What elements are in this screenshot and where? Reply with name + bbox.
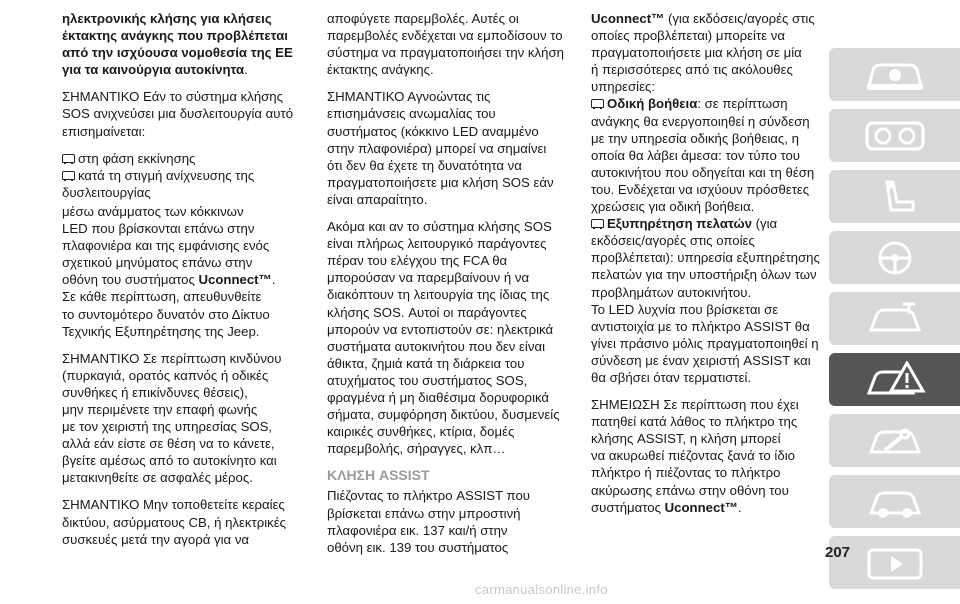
chapter-tabs (829, 48, 960, 597)
text-column-1 (62, 10, 302, 558)
paragraph: Το LED λυχνία που βρίσκεται σε αντιστοιχία με το πλήκτρο ASSIST θα γίνει πράσινο μόλις πραγματοποιηθεί η σύνδεση με έναν χειριστή ASSIST και θα σβήσει όταν τερματιστεί. (591, 301, 819, 385)
tab-specifications[interactable] (829, 475, 960, 528)
paragraph: Σε κάθε περίπτωση, απευθυνθείτε το συντομότερο δυνατόν στο Δίκτυο Τεχνικής Εξυπηρέτησης της Jeep. (62, 289, 270, 339)
car-bullet-icon (591, 99, 604, 108)
bullet-customer-care: Εξυπηρέτηση πελατών (για εκδόσεις/αγορές στις οποίες προβλέπεται): υπηρεσία εξυπηρέτησης πελατών για την υποστήριξη όλων των προβλημάτων αυτοκινήτου. (591, 216, 820, 300)
specifications-icon (863, 483, 927, 521)
car-bullet-icon (591, 219, 604, 228)
car-info-icon (863, 56, 927, 94)
paragraph: ΣΗΜΑΝΤΙΚΟ Μην τοποθετείτε κεραίες δικτύου, ασύρματους CB, ή ηλεκτρικές συσκευές μετά την αγορά για να (62, 497, 286, 547)
tab-maintenance[interactable] (829, 414, 960, 467)
paragraph: αποφύγετε παρεμβολές. Αυτές οι παρεμβολές ενδέχεται να εμποδίσουν το σύστημα να πραγματοποιήσει την κλήση έκτακτης ανάγκης. (327, 11, 564, 78)
paragraph: ΣΗΜΑΝΤΙΚΟ Αγνοώντας τις επισημάνσεις ανωμαλίας του συστήματος (κόκκινο LED αναμμένο στην πλαφονιέρα) μπορεί να σημαίνει ότι δεν θα έχετε τη δυνατότητα να πραγματοποιήσετε μια κλήση SOS εάν είναι απαραίτητο. (327, 89, 554, 207)
paragraph: μέσω ανάμματος των κόκκινων LED που βρίσκονται επάνω στην πλαφονιέρα και της εμφάνισης ενός σχετικού μηνύματος επάνω στην οθόνη του συστήματος Uconnect™. (62, 203, 276, 288)
driving-icon (863, 300, 927, 338)
paragraph: ΣΗΜΑΝΤΙΚΟ Εάν το σύστημα κλήσης SOS ανιχνεύσει μια δυσλειτουργία αυτό επισημαίνεται: (62, 89, 294, 139)
tab-driving[interactable] (829, 292, 960, 345)
text-column-3 (591, 10, 831, 526)
tab-steering[interactable] (829, 231, 960, 284)
tab-car-info[interactable] (829, 48, 960, 101)
bullet-item: στη φάση εκκίνησης (62, 150, 302, 167)
paragraph: ΣΗΜΕΙΩΣΗ Σε περίπτωση που έχει πατηθεί κατά λάθος το πλήκτρο της κλήσης ASSIST, η κλήση μπορεί να ακυρωθεί πιέζοντας ξανά το ίδιο πλήκτρο ή πιέζοντας το πλήκτρο ακύρωσης επάνω στην οθόνη του συστήματος Uconnect™. (591, 397, 799, 515)
paragraph: Ακόμα και αν το σύστημα κλήσης SOS είναι πλήρως λειτουργικό παράγοντες πέραν του ελέγχου της FCA θα μπορούσαν να παρεμβαίνουν ή να διακόπτουν τη λειτουργία της ίδιας της κλήσης SOS. Αυτοί οι παράγοντες μπορούν να εντοπιστούν σε: ηλεκτρικά συστήματα αυτοκινήτου που δεν είναι άθικτα, ζημιά κατά τη διάρκεια του ατυχήματος του συστήματος SOS, φραγμένα ή μη διαθέσιμα δορυφορικά σήματα, συμφόρηση δικτύου, δυσμενείς καιρικές συνθήκες, κτίρια, δομές παρεμβολής, σήραγγες, κλπ… (327, 219, 560, 457)
text-column-2 (327, 10, 567, 566)
car-bullet-icon (62, 154, 75, 163)
tab-dashboard[interactable] (829, 109, 960, 162)
maintenance-icon (863, 422, 927, 460)
paragraph: Πιέζοντας το πλήκτρο ASSIST που βρίσκεται επάνω στην μπροστινή πλαφονιέρα εικ. 137 και/ή στην οθόνη εικ. 139 του συστήματος (327, 488, 530, 555)
tab-emergency[interactable] (829, 353, 960, 406)
paragraph: ΣΗΜΑΝΤΙΚΟ Σε περίπτωση κινδύνου (πυρκαγιά, ορατός καπνός ή οδικές συνθήκες ή επικίνδυνες θέσεις), μην περιμένετε την επαφή φωνής με τον χειριστή της υπηρεσίας SOS, αλλά εάν είστε σε θέση να το κάνετε, βγείτε αμέσως από το αυτοκίνητο και μετακινηθείτε σε ασφαλές μέρος. (62, 350, 282, 486)
multimedia-icon (863, 544, 927, 582)
dashboard-icon (863, 117, 927, 155)
bullet-list: στη φάση εκκίνησης κατά τη στιγμή ανίχνευσης της δυσλειτουργίας (62, 150, 302, 201)
car-seat-icon (863, 178, 927, 216)
section-heading-assist: ΚΛΗΣΗ ASSIST (327, 467, 430, 484)
watermark: carmanualsonline.info (475, 582, 608, 597)
car-bullet-icon (62, 171, 75, 180)
steering-wheel-icon (863, 239, 927, 277)
emergency-icon (863, 361, 927, 399)
paragraph: Uconnect™ (για εκδόσεις/αγορές στις οποίες προβλέπεται) μπορείτε να πραγματοποιήσετε μια κλήση σε μία ή περισσότερες από τις ακόλουθες υπηρεσίες: (591, 11, 815, 95)
page-number: 207 (825, 544, 851, 561)
bullet-road-assistance: Οδική βοήθεια: σε περίπτωση ανάγκης θα ενεργοποιηθεί η σύνδεση με την υπηρεσία οδικής βοήθειας, η οποία θα λάβει άμεσα: τον τύπο του αυτοκινήτου που οδηγείται και τη θέση του. Ενδέχεται να ισχύουν πρόσθετες χρεώσεις για οδική βοήθεια. (591, 96, 815, 215)
tab-seats[interactable] (829, 170, 960, 223)
intro-heading: ηλεκτρονικής κλήσης για κλήσεις έκτακτης ανάγκης που προβλέπεται από την ισχύουσα νομοθεσία της ΕΕ για τα καινούργια αυτοκίνητα. (62, 11, 293, 78)
bullet-item: κατά τη στιγμή ανίχνευσης της (62, 167, 302, 184)
